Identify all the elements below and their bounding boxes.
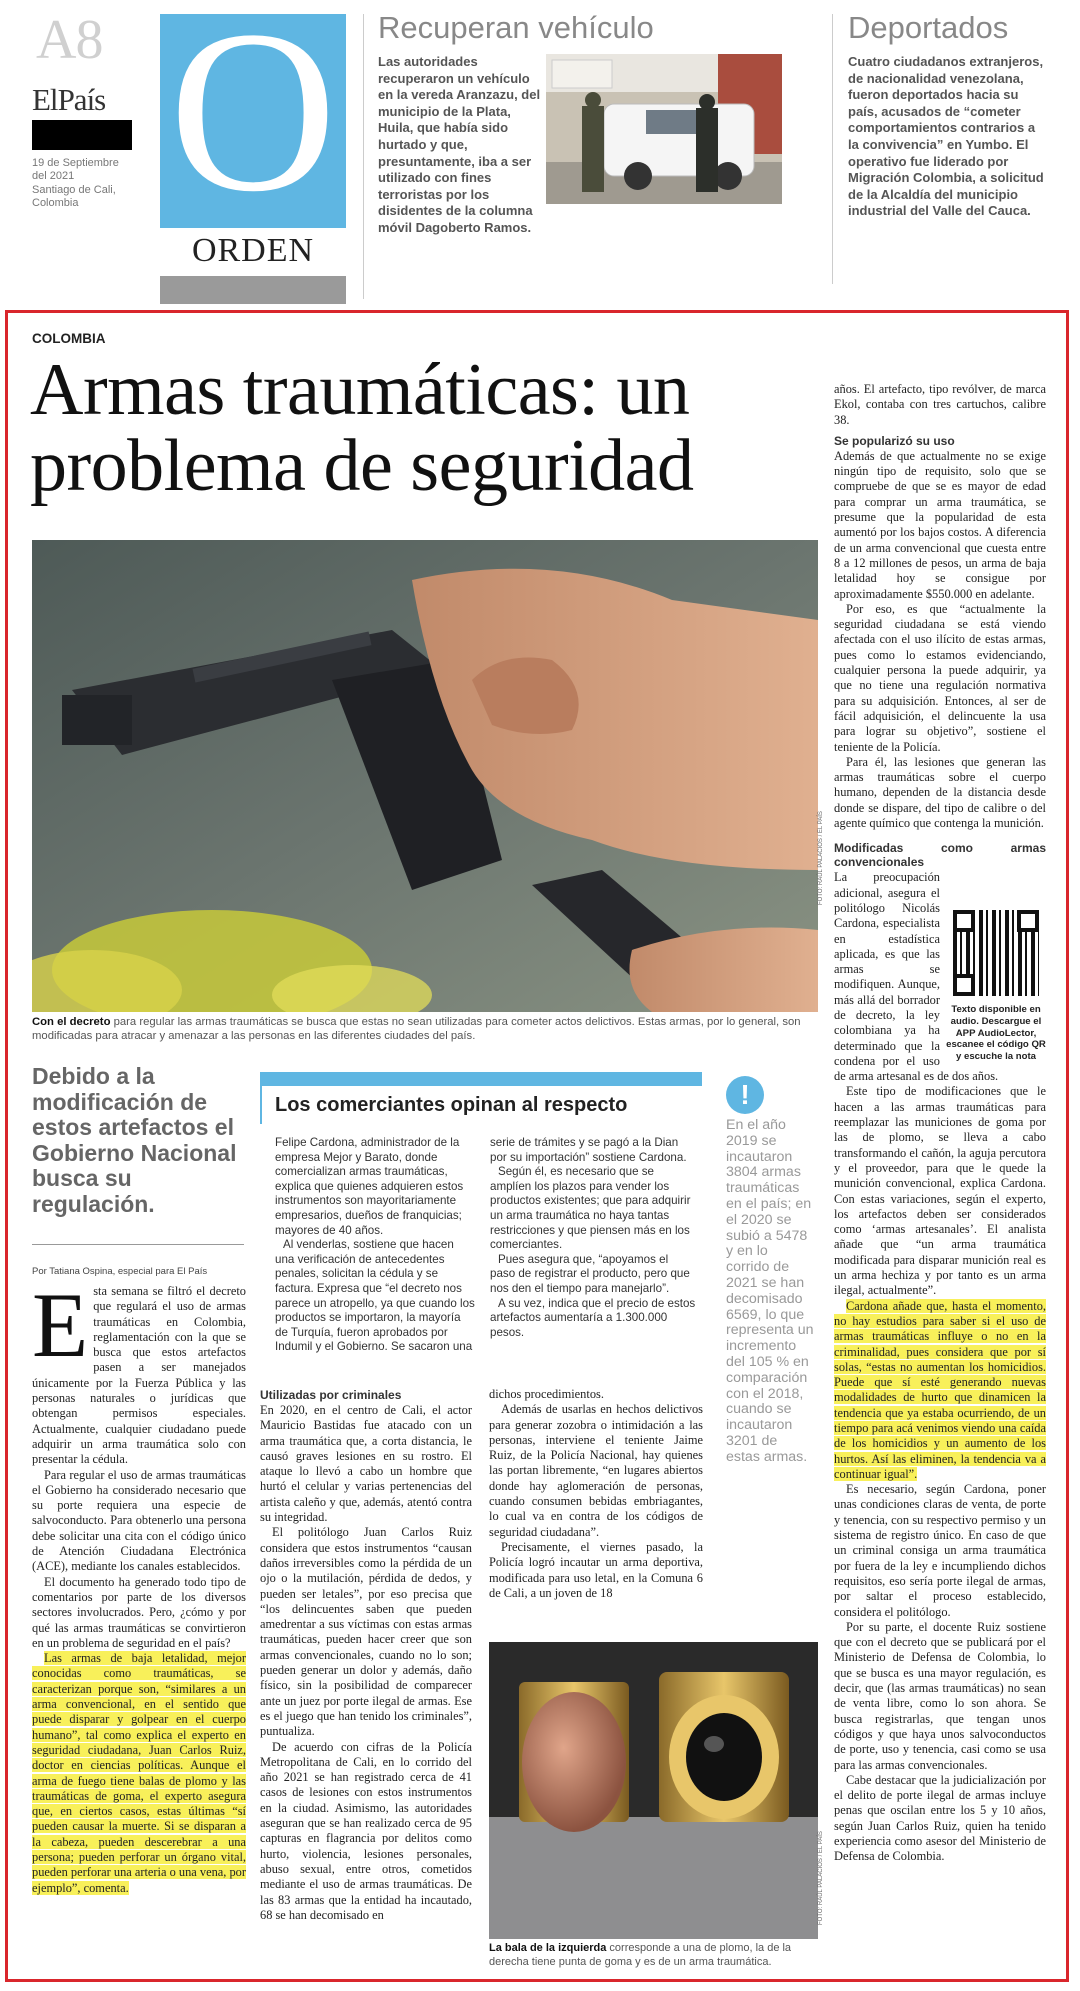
- col4-paragraph-7: Es necesario, según Cardona, poner unas condiciones claras de venta, de porte y tenencia, con su respectivo permiso y un sistema de registro único. En caso de que un criminal consiga un arma traumática por fuera de la ley e incumpliendo dichos requisitos, eso sería porte ilegal de armas, por saltar el proceso establecido, considera el politólogo.: [834, 1482, 1046, 1619]
- col4-paragraph-9: Cabe destacar que la judicialización por el delito de porte ilegal de armas incluye penas que oscilan entre los 5 y 10 años, según Juan Carlos Ruiz, quien ha tenido experiencia como asesor del Ministerio de Defensa de Colombia.: [834, 1772, 1046, 1864]
- page-number: A8: [36, 9, 103, 71]
- edition-place: Santiago de Cali, Colombia: [32, 184, 116, 209]
- paper-name-part-b: País: [57, 82, 106, 117]
- col4-paragraph-5: Este tipo de modificaciones que le hacen a las armas traumáticas para reemplazar las municiones de goma por las de plomo, se lleva a cabo transformando el cañón, la aguja percutora y el proveedor, para que le quede la munición convencional, explica Cardona. Con estas variaciones, según el experto, los artefactos deben ser considerados como ‘armas artesanales’. El analista añade que “un arma traumática modificada para disparar munición real es un arma hechiza y por tanto es un arma ilegal, actualmente”.: [834, 1084, 1046, 1298]
- summary-rule: [32, 1244, 244, 1245]
- paper-name-part-a: El: [32, 82, 58, 117]
- caption2-bold: La bala de la izquierda: [489, 1942, 607, 1954]
- factbox-icon: [726, 1076, 764, 1114]
- section-block: [160, 0, 346, 302]
- sidebar-title: Los comerciantes opinan al respecto: [275, 1094, 628, 1116]
- col1-paragraph-3: El documento ha generado todo tipo de comentarios por parte de los diversos sectores involucrados. Pero, ¿cómo y por qué las armas traumáticas se convirtieron en un problema de seguridad en el país?: [32, 1574, 246, 1650]
- body-column-1: [32, 1274, 246, 1896]
- section-letter: O: [169, 0, 337, 240]
- sidebar-c2-paragraph-2: Según él, es necesario que se amplíen los plazos para vender los productos existentes; que para adquirir un arma traumática no haya tantas restricciones y que piensen más en los comerciantes.: [490, 1165, 691, 1252]
- brief1-title: Recuperan vehículo: [378, 10, 654, 45]
- body-column-3: [489, 1387, 703, 1601]
- col4-paragraph-4: La preocupación adicional, asegura el politólogo Nicolás Cardona, especialista en estadística aplicada, es que las armas se modifiquen. Aunque, más allá del borrador de decreto, la ley colombiana ya ha determinado que la condena por el uso de arma artesanal es de dos años.: [834, 870, 999, 1084]
- sidebar-column-1: [275, 1136, 475, 1355]
- sidebar-c2-paragraph-1: serie de trámites y se pagó a la Dian por su importación” sostiene Cardona.: [490, 1136, 687, 1164]
- col4-highlight: Cardona añade que, hasta el momento, no hay estudios para saber si el uso de armas traumáticas influye o no en la criminalidad, pues considera que por sí solas, “estas no aumentan los homicidios. Puede que sí esté generando nuevas modalidades de hurto que dinamicen la tendencia que ya estaba ocurriendo, de un tiempo para acá venimos viendo una caída de los homicidios y un aumento de los hurtos. Así las eliminen, la tendencia va a continuar igual”.: [834, 1298, 1046, 1481]
- drop-cap: E: [32, 1274, 89, 1376]
- bullets-photo-credit: FOTO: RAÚL PALACIOS / EL PAÍS: [818, 1831, 824, 1925]
- caption-rest: para regular las armas traumáticas se busca que estas no sean utilizadas para cometer actos delictivos. Estas armas, por lo general, son modificadas para atracar y amenazar a las personas en las diferentes ciudades del país.: [32, 1016, 801, 1042]
- sidebar-c2-paragraph-3: Pues asegura que, “apoyamos el paso de registrar el producto, pero que nos den el tiempo para manejarlo”.: [490, 1252, 690, 1295]
- col2-paragraph-3: De acuerdo con cifras de la Policía Metropolitana de Cali, en lo corrido del año 2021 se han registrado cerca de 41 casos de lesiones con estos instrumentos en la ciudad. Asimismo, las autoridades aseguran que se han realizado cerca de 95 capturas en flagrancia por delitos como hurto, violencia, lesiones personales, abuso sexual, entre otros, cometidos mediante el uso de armas traumáticas. De las 83 armas que la entidad ha incautado, 68 se han decomisado en: [260, 1739, 472, 1922]
- qr-block: [946, 910, 1046, 1062]
- col3-paragraph-0: dichos procedimientos.: [489, 1387, 604, 1401]
- sidebar-column-2: [490, 1136, 696, 1340]
- col4-paragraph-3: Para él, las lesiones que generan las armas traumáticas sobre el cuerpo humano, dependen de la distancia desde donde se dispare, del tipo de calibre o del agente químico que contenga la munición.: [834, 754, 1046, 831]
- col4-paragraph-2: Por eso, es que “actualmente la seguridad ciudadana se está viendo afectada con el uso ilícito de estas armas, pues como lo estamos evidenciando, cualquier persona la puede adquirir, ya que no tiene una regulación normativa para su adquisición. Entonces, al ser de fácil adquisición, el delincuente la usa para lograr su objetivo”, sostiene el teniente de la Policía.: [834, 601, 1046, 754]
- caption-bold: Con el decreto: [32, 1016, 111, 1028]
- article-headline: Armas traumáticas: un problema de seguridad: [30, 349, 694, 507]
- edition-date: 19 de Septiembre del 2021: [32, 157, 119, 182]
- bullets-photo: [489, 1642, 818, 1939]
- main-photo-credit: FOTO: RAÚL PALACIOS / EL PAÍS: [818, 811, 824, 905]
- sidebar-topbar: [260, 1072, 702, 1086]
- col4-paragraph-6: [834, 1299, 1046, 1483]
- col3-paragraph-1: Además de usarlas en hechos delictivos para generar zozobra o intimidación a las personas, interviene el teniente Jaime Ruiz, de la Policía Nacional, hay quienes las portan libremente, “en lugares abiertos donde hay aglomeración de personas, cuando consumen bebidas embriagantes, lo cual va en contra de los códigos de seguridad ciudadana”.: [489, 1402, 703, 1539]
- sidebar-c1-paragraph-2: Al venderlas, sostiene que hacen una verificación de antecedentes penales, solicitan la cédula y se factura. Expresa que “el decreto nos parece un atropello, ya que cuando los productos se importaron, la mayoría de Turquía, fueron aprobados por Indumil y el Gobierno. Se sacaron una: [275, 1238, 475, 1354]
- sidebar-c1-paragraph-1: Felipe Cardona, administrador de la empresa Mejor y Barato, donde comercializan armas traumáticas, explica que quienes adquieren estos instrumentos son mayoritariamente empresarios, dueños de franquicias; mayores de 40 años.: [275, 1136, 464, 1237]
- brief2-title: Deportados: [848, 10, 1009, 45]
- bullets-photo-illustration: [489, 1642, 818, 1939]
- masthead: [0, 0, 1080, 300]
- brief1-photo: [546, 54, 782, 204]
- brief1-body: Las autoridades recuperaron un vehículo en la vereda Aranzazu, del municipio de la Plata, Huila, que había sido hurtado y que, presuntamente, iba a ser utilizado con fines terroristas por los disidentes de la columna móvil Dagoberto Ramos.: [378, 54, 541, 235]
- section-letter-box: [160, 0, 346, 240]
- alert-icon: !: [740, 1079, 750, 1110]
- main-photo-caption: [32, 1015, 818, 1043]
- sidebar-c2-paragraph-4: A su vez, indica que el precio de estos artefactos aumentaría a 1.300.000 pesos.: [490, 1296, 696, 1339]
- vehicle-photo-illustration: [546, 54, 782, 204]
- col4-subhead-2: Modificadas como armas convencionales: [834, 841, 1046, 870]
- col4-paragraph-0: años. El artefacto, tipo revólver, de marca Ekol, contaba con tres cartuchos, calibre 38.: [834, 382, 1046, 427]
- qr-text: Texto disponible en audio. Descargue el APP AudioLector, escanee el código QR y escuche la nota: [946, 1004, 1046, 1062]
- col2-paragraph-2: El politólogo Juan Carlos Ruiz considera que estos instrumentos “causan daños irreversibles como la pérdida de un ojo o la mutilación, pérdida de dedos, y pueden ser letales”, por eso precisa que “los delincuentes saben que pueden amedrentar a sus víctimas con estas armas traumáticas, pueden hacer creer que son armas convencionales, cuando no lo son; pueden generar un dolor y además, daño físico, sin la posibilidad de comparecer ante un juez por porte ilegal de armas. Ese es el juego que han tenido los criminales”, puntualiza.: [260, 1525, 472, 1739]
- masthead-divider-1: [363, 14, 364, 299]
- col1-paragraph-1: sta semana se filtró el decreto que regulará el uso de armas traumáticas en Colombia, reglamentación con la que se busca que estos artefactos pasen a ser manejados únicamente por la Fuerza Pública y las personas naturales o jurídicas que obtengan permisos especiales. Actualmente, cualquier ciudadano puede adquirir un arma traumática solo con presentar la cédula.: [32, 1284, 246, 1467]
- col2-subhead: Utilizadas por criminales: [260, 1388, 402, 1402]
- col4-subhead-1: Se popularizó su uso: [834, 433, 955, 448]
- brief2-body: Cuatro ciudadanos extranjeros, de nacionalidad venezolana, fueron deportados hacia su país, acusados de “cometer comportamientos contrarios a la convivencia” en Yumbo. El operativo fue liderado por Migración Colombia, a solicitud de la Alcaldía del municipio industrial del Valle del Cauca.: [848, 54, 1044, 219]
- body-column-2: [260, 1388, 472, 1923]
- bullets-photo-caption: [489, 1942, 818, 1969]
- masthead-divider-2: [832, 14, 833, 284]
- section-underbar: [160, 276, 346, 304]
- col1-paragraph-2: Para regular el uso de armas traumáticas el Gobierno ha considerado necesario que su porte requiera una especie de salvoconducto. Para obtenerlo una persona debe solicitar una cita con el código único de Atención Ciudadana Electrónica (ACE), mediante los canales establecidos.: [32, 1467, 246, 1574]
- col3-paragraph-2: Precisamente, el viernes pasado, la Policía logró incautar un arma deportiva, modificada para uso letal, en la Comuna 6 de Cali, a un joven de 18: [489, 1539, 703, 1600]
- col4-paragraph-1: Además de que actualmente no se exige ningún tipo de requisito, solo que se compruebe de que se es mayor de edad para comprar un arma traumática, se presume que la popularidad de esta aumentó por los bajos costos. A diferencia de un arma convencional que cuesta entre 8 a 12 millones de pesos, un arma de baja letalidad hoy se consigue por aproximadamente $550.000 en adelante.: [834, 448, 1046, 601]
- body-column-4: [834, 382, 1046, 1865]
- pistol-photo-illustration: [32, 540, 818, 1012]
- article-kicker: COLOMBIA: [32, 331, 106, 346]
- masthead-bar: [32, 120, 132, 150]
- main-photo: [32, 540, 818, 1012]
- col2-paragraph-1: En 2020, en el centro de Cali, el actor Mauricio Bastidas fue atacado con un arma traumática que, a corta distancia, le causó graves lesiones en su rostro. El ataque lo llevó a cabo un hombre que hurtó el celular y varias pertenencias del artista caleño y que, además, atentó contra su integridad.: [260, 1403, 472, 1525]
- section-name: ORDEN: [191, 232, 315, 269]
- col4-paragraph-8: Por su parte, el docente Ruiz sostiene que con el decreto que se publicará por el Ministerio de Defensa de Colombia, lo que se busca es una mayor regulación, es decir, que (las armas traumáticas) no sean de venta libre, como lo son ahora. Se busca registrarlas, que tengan unos códigos y que haya unos salvoconductos de porte, uso y tenencia, casi como se usa para las armas convencionales.: [834, 1619, 1046, 1772]
- paper-name: [32, 82, 105, 118]
- factbox-text: En el año 2019 se incautaron 3804 armas traumáticas en el país; en el 2020 se subió a 5478 y en lo corrido de 2021 se han decomisado 6569, lo que representa un incremento del 105 % en comparación con el 2018, cuando se incautaron 3201 de estas armas.: [726, 1117, 814, 1465]
- caption2-rest: corresponde a una de plomo, la de la derecha tiene punta de goma y es de un arma traumática.: [489, 1942, 792, 1968]
- sidebar-leftbar: [260, 1086, 262, 1124]
- qr-code-icon: [953, 910, 1039, 996]
- article-summary: Debido a la modificación de estos artefactos el Gobierno Nacional busca su regulación.: [32, 1063, 237, 1217]
- col1-paragraph-4: [32, 1651, 246, 1896]
- col1-highlight: Las armas de baja letalidad, mejor conocidas como traumáticas, se caracterizan porque son, “similares a un arma convencional, en el sentido que puede disparar y golpear en el cuerpo humano”, tal como explica el experto en seguridad ciudadana, Juan Carlos Ruiz, doctor en ciencias políticas. Aunque el arma de fuego tiene balas de plomo y las traumáticas de goma, el experto asegura que, en ciertos casos, estas últimas “sí pueden causar la muerte. Si se disparan a la cabeza, pueden descerebrar a una persona; pueden perforar un órgano vital, pueden perforar una arteria o una vena, por ejemplo”, comenta.: [32, 1651, 246, 1895]
- byline: Por Tatiana Ospina, especial para El País: [32, 1266, 208, 1277]
